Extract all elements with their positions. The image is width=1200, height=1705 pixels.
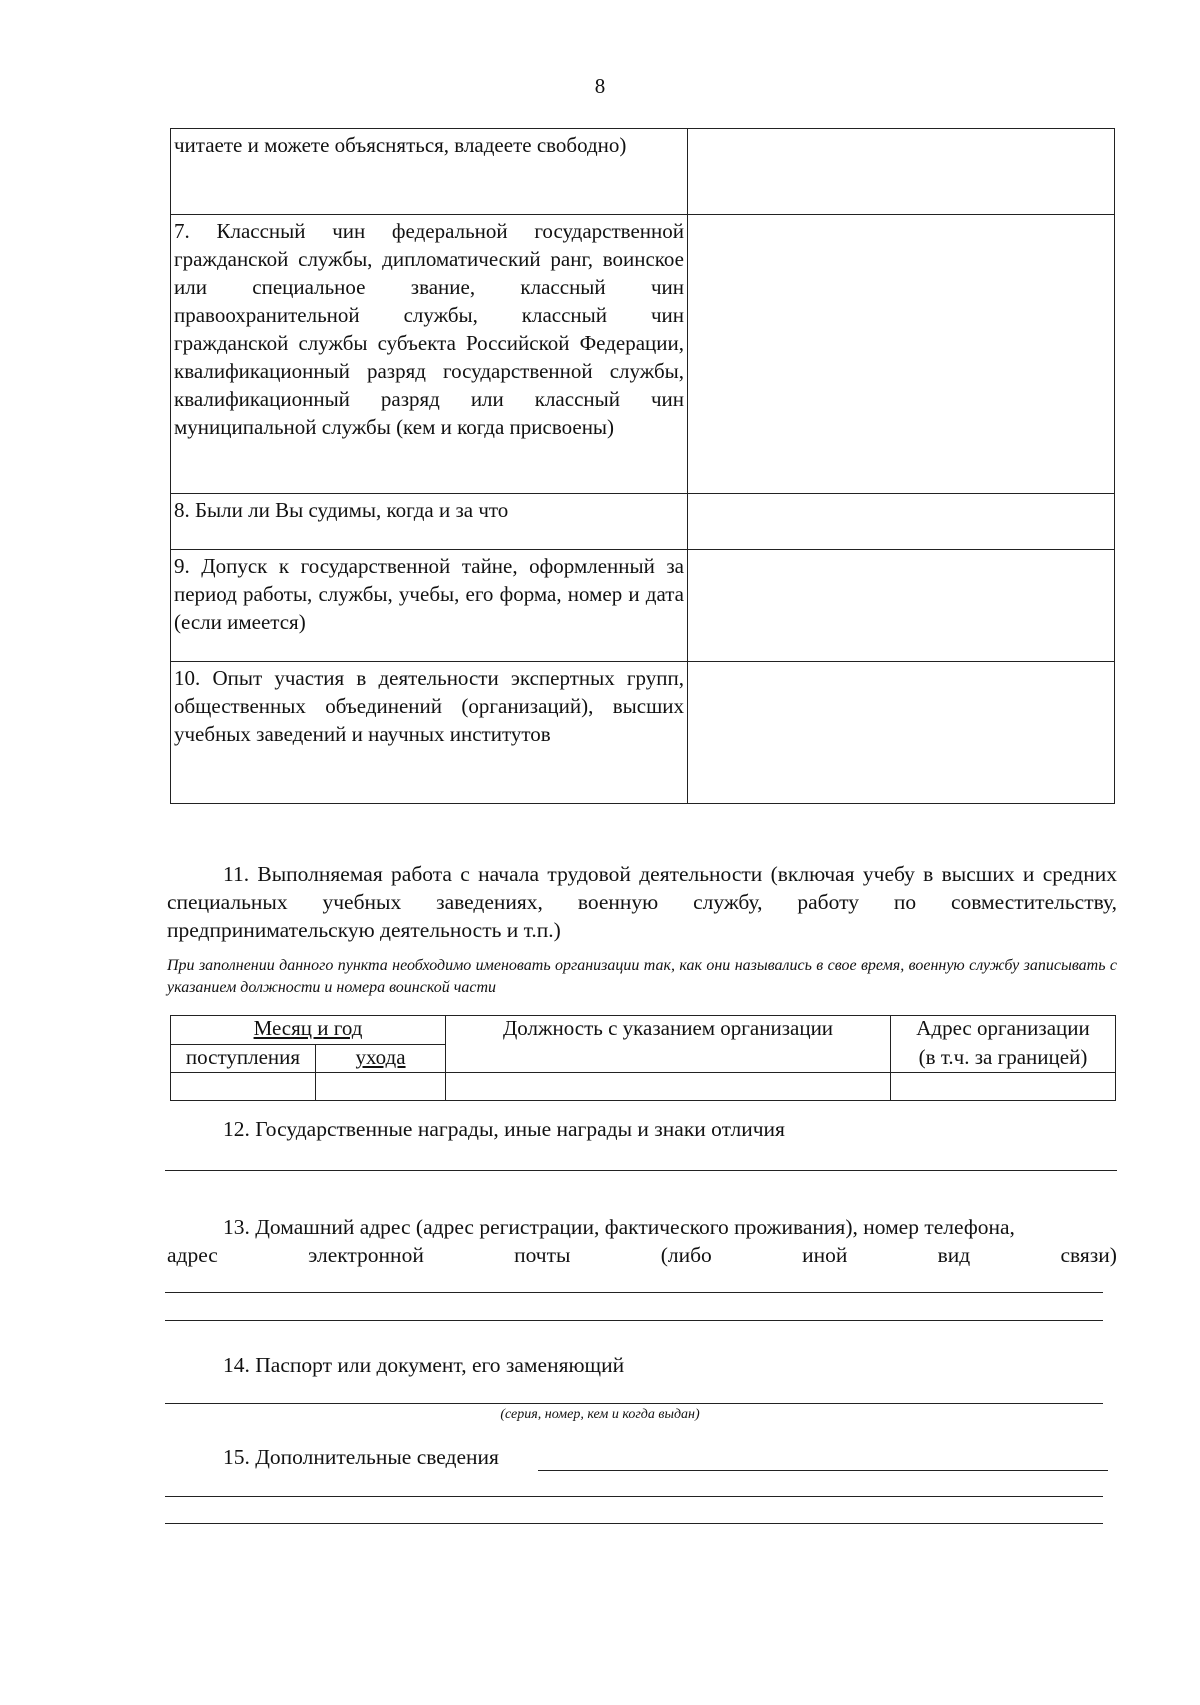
- question-cell: 10. Опыт участия в деятельности экспертных групп, общественных объединений (организаций), высших учебных заведений и научных институтов: [171, 662, 688, 804]
- entry-cell[interactable]: [171, 1073, 316, 1101]
- section-11-note: При заполнении данного пункта необходимо именовать организации так, как они назывались в свое время, военную службу записывать с указанием должности и номера воинской части: [167, 957, 1117, 996]
- section-13-word: почты: [514, 1243, 571, 1267]
- table-row: [171, 215, 1115, 494]
- address-cell[interactable]: [891, 1073, 1116, 1101]
- section-11-label: 11. Выполняемая работа с начала трудовой деятельности (включая учебу в высших и средних специальных учебных заведениях, военную службу, работу по совместительству, предпринимательскую деятельность и т.п.): [167, 862, 1117, 942]
- address-header-line1: Адрес организации: [891, 1016, 1116, 1045]
- answer-cell[interactable]: [688, 550, 1115, 662]
- section-13-word: (либо: [660, 1243, 712, 1267]
- position-header: Должность с указанием организации: [446, 1016, 891, 1073]
- page-number: 8: [594, 74, 606, 98]
- section-14-answer-line[interactable]: [165, 1403, 1103, 1404]
- answer-cell[interactable]: [688, 215, 1115, 494]
- work-history-table: [170, 1015, 1116, 1101]
- section-14-caption: (серия, номер, кем и когда выдан): [500, 1407, 700, 1422]
- entry-header: поступления: [171, 1045, 316, 1073]
- answer-cell[interactable]: [688, 494, 1115, 550]
- question-cell: 9. Допуск к государственной тайне, оформленный за период работы, службы, учебы, его форма, номер и дата (если имеется): [171, 550, 688, 662]
- section-13-answer-line[interactable]: [165, 1320, 1103, 1321]
- section-13-line1: 13. Домашний адрес (адрес регистрации, фактического проживания), номер телефона,: [223, 1215, 1015, 1239]
- question-cell: 8. Были ли Вы судимы, когда и за что: [171, 494, 688, 550]
- leave-label: ухода: [355, 1045, 406, 1069]
- answer-cell[interactable]: [688, 129, 1115, 215]
- table-row: [171, 662, 1115, 804]
- table-header-row: [171, 1016, 1116, 1045]
- section-15-label: 15. Дополнительные сведения: [223, 1445, 499, 1469]
- section-15-answer-line[interactable]: [165, 1496, 1103, 1497]
- section-15-answer-line[interactable]: [165, 1523, 1103, 1524]
- section-13-text: [167, 1213, 1117, 1241]
- section-14-label: 14. Паспорт или документ, его заменяющий: [223, 1353, 625, 1377]
- question-cell: 7. Классный чин федеральной государственной гражданской службы, дипломатический ранг, воинское или специальное звание, классный чин правоохранительной службы, классный чин гражданской службы субъекта Российской Федерации, квалификационный разряд государственной службы, квалификационный разряд или классный чин муниципальной службы (кем и когда присвоены): [171, 215, 688, 494]
- section-13-word: электронной: [308, 1243, 424, 1267]
- section-13-word: адрес: [167, 1243, 218, 1267]
- section-13-word: вид: [937, 1243, 971, 1267]
- section-13-answer-line[interactable]: [165, 1292, 1103, 1293]
- section-12-text: [167, 1115, 1117, 1143]
- month-year-header: [171, 1016, 446, 1045]
- section-13-line2: [167, 1241, 1117, 1269]
- position-cell[interactable]: [446, 1073, 891, 1101]
- questionnaire-table: [170, 128, 1115, 804]
- table-row: [171, 494, 1115, 550]
- section-12-label: 12. Государственные награды, иные награды и знаки отличия: [223, 1117, 785, 1141]
- leave-cell[interactable]: [316, 1073, 446, 1101]
- table-row: [171, 1073, 1116, 1101]
- section-15-text: [167, 1443, 1117, 1471]
- section-11-text: [167, 860, 1117, 944]
- section-12-answer-line[interactable]: [165, 1170, 1117, 1171]
- section-15-answer-line[interactable]: [538, 1470, 1108, 1471]
- section-13-word: иной: [802, 1243, 848, 1267]
- leave-header: [316, 1045, 446, 1073]
- table-row: [171, 129, 1115, 215]
- question-cell: читаете и можете объясняться, владеете свободно): [171, 129, 688, 215]
- table-row: [171, 550, 1115, 662]
- answer-cell[interactable]: [688, 662, 1115, 804]
- month-year-label: Месяц и год: [253, 1016, 363, 1040]
- section-13-word: связи): [1060, 1243, 1117, 1267]
- address-header-line2: (в т.ч. за границей): [891, 1045, 1116, 1073]
- section-14-text: [167, 1351, 1117, 1379]
